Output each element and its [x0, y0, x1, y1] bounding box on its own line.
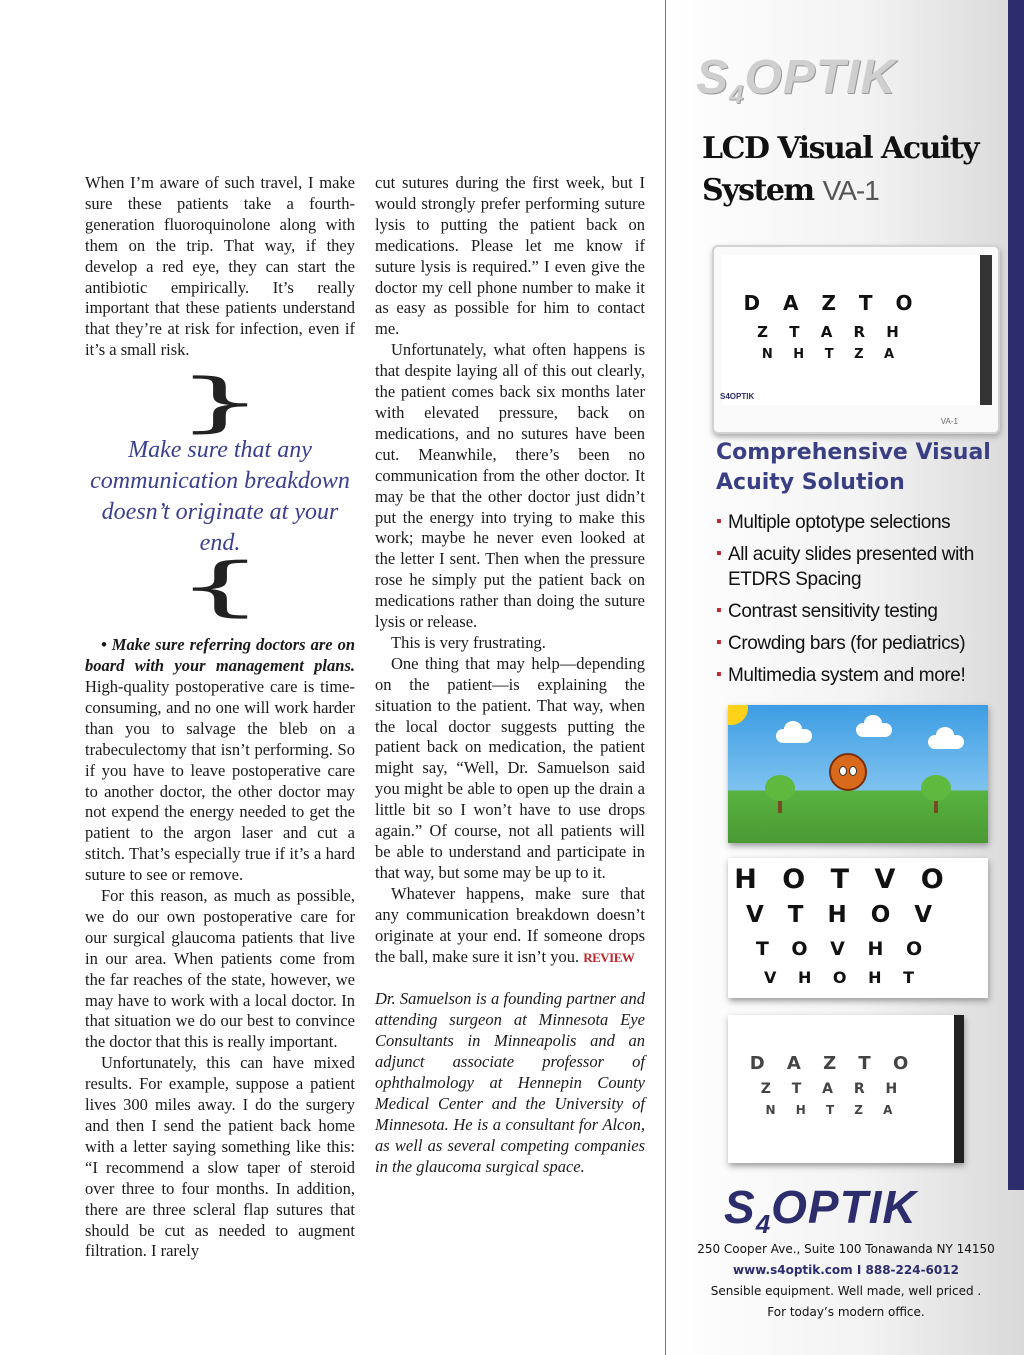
website-phone[interactable]: www.s4optik.com I 888-224-6012	[733, 1263, 959, 1277]
article-paragraph	[85, 635, 355, 886]
article-paragraph: This is very frustrating.	[391, 632, 546, 652]
contact-block	[686, 1239, 1006, 1323]
hotv-chart-image	[728, 858, 988, 998]
optotype-row: Z T A R H	[760, 1081, 906, 1097]
feature-item: ▪ Multiple optotype selections	[716, 510, 1016, 535]
article-paragraph: Unfortunately, this can have mixed results. For example, suppose a patient lives 300 miles away. I do the surgery and then I send the patient back home with a letter saying something like this: “I recommend a slow taper of steroid over three to four months. In addition, there are three scleral flap sutures that should be cut as needed to augment filtration. I rarely	[85, 1053, 355, 1261]
ad-title-text: LCD Visual Acuity System	[702, 131, 979, 208]
ad-title	[702, 128, 1002, 212]
letter-chart-image	[728, 1015, 964, 1163]
closing-text: Whatever happens, make sure that any communication breakdown doesn’t originate at your end. If someone drops the ball, make sure it isn’t you.	[375, 883, 645, 966]
lcd-monitor-image	[712, 245, 1000, 434]
article-paragraph: cut sutures during the first week, but I would strongly prefer performing suture lysis to putting the patient back on medications. Please let me know if suture lysis is required.” I even give the doctor my cell phone number to make it as easy as possible for him to contact me.	[375, 173, 645, 339]
feature-item: ▪ Multimedia system and more!	[716, 663, 1016, 688]
optotype-row: D A Z T O	[749, 1053, 917, 1074]
article-paragraph: When I’m aware of such travel, I make sure these patients take a fourth-generation fluoroquinolone along with them on the trip. That way, if they develop a red eye, they can start the antibiotic empirically. It’s really important that these patients understand that they’re at risk for infection, even if it’s a small risk.	[85, 173, 355, 360]
feature-item: ▪ Crowding bars (for pediatrics)	[716, 631, 1016, 656]
article-paragraph: One thing that may help—depending on the patient—is explaining the situation to the patient. That way, when the local doctor suggests putting the patient back on medication, the patient might say, “Well, Dr. Samuelson said you might be able to open up the drain a little bit so I won’t have to use drops again.” Of course, not all patients will be able to understand and participate in that way, but some may be up to it.	[375, 653, 645, 882]
optotype-row: V T H O V	[745, 902, 941, 928]
optotype-row: N H T Z A	[765, 1103, 901, 1117]
cloud-icon	[856, 723, 892, 737]
optotype-row: N H T Z A	[761, 347, 903, 362]
monitor-brand: S4OPTIK	[720, 392, 755, 401]
bullet-heading: • Make sure referring doctors are on board with your management plans.	[85, 635, 355, 676]
article-column-right	[375, 173, 645, 1178]
cloud-icon	[776, 729, 812, 743]
cloud-icon	[928, 735, 964, 749]
ad-subtitle: Comprehensive Visual Acuity Solution	[716, 440, 991, 495]
optotype-row: T O V H O	[755, 938, 931, 960]
sun-icon	[728, 705, 748, 725]
article-paragraph: Unfortunately, what often happens is that despite laying all of this out clearly, the patient comes back six months later with elevated pressure, back on medications, and no sutures have been cut. Meanwhile, there’s been no communication from the other doctor. It may be that the other doctor just didn’t put the energy into trying to make this work; maybe he never even looked at the letter I sent. Then when the pressure rose he simply put the patient back on medications rather than doing the suture lysis or release.	[375, 340, 645, 632]
basketball-character-icon	[829, 753, 867, 791]
tree-icon	[765, 775, 795, 801]
optotype-row: Z T A R H	[757, 323, 907, 341]
feature-item: ▪ Contrast sensitivity testing	[716, 599, 1016, 624]
optotype-row: H O T V O	[734, 864, 952, 895]
monitor-screen	[722, 255, 992, 405]
street-address: 250 Cooper Ave., Suite 100 Tonawanda NY 14150	[697, 1242, 995, 1256]
s4optik-logo-bottom: $S_4OPTIK$	[724, 1181, 917, 1239]
article-paragraph: For this reason, as much as possible, we do our own postoperative care for our surgical glaucoma patients that live in our area. When patients come from the far reaches of the state, however, we may have to work with a local doctor. In that situation we do our best to convince the doctor that this is really important.	[85, 886, 355, 1052]
monitor-model: VA-1	[940, 417, 958, 426]
advertisement	[666, 0, 1024, 1355]
feature-list	[716, 510, 1016, 695]
tagline: For today’s modern office.	[767, 1305, 925, 1319]
tagline: Sensible equipment. Well made, well priced .	[710, 1284, 982, 1298]
brace-bottom-icon: }	[175, 554, 265, 629]
brace-top-icon: }	[175, 366, 265, 441]
author-bio: Dr. Samuelson is a founding partner and attending surgeon at Minnesota Eye Consultants in Minneapolis and an adjunct associate professor of ophthalmology at Hennepin County Medical Center and the University of Minnesota. He is a consultant for Alcon, as well as several competing companies in the glaucoma surgical space.	[375, 989, 645, 1176]
optotype-row: D A Z T O	[743, 291, 921, 315]
article-column-left	[85, 173, 355, 1262]
review-end-mark: REVIEW	[583, 949, 635, 965]
bullet-body: High-quality postoperative care is time-consuming, and no one will work harder than you to salvage the bleb on a trabeculectomy that isn’t performing. So if you have to leave postoperative care to another doctor, the other doctor may not expend the energy needed to get the patient to the argon laser and cut a stitch. That’s especially true if it’s a hard suture to see or remove.	[85, 676, 355, 885]
optotype-row: V H O H T	[764, 968, 922, 987]
s4optik-logo-top: $S_4OPTIK$	[696, 51, 897, 109]
feature-item: ▪ All acuity slides presented with ETDRS Spacing	[716, 542, 1016, 592]
ad-model: VA-1	[822, 175, 879, 206]
tree-icon	[921, 775, 951, 801]
pediatric-scene-image	[728, 705, 988, 843]
article-paragraph	[375, 884, 645, 969]
pull-quote-text: Make sure that any communication breakdown doesn’t originate at your end.	[90, 437, 350, 557]
pull-quote	[85, 366, 355, 629]
